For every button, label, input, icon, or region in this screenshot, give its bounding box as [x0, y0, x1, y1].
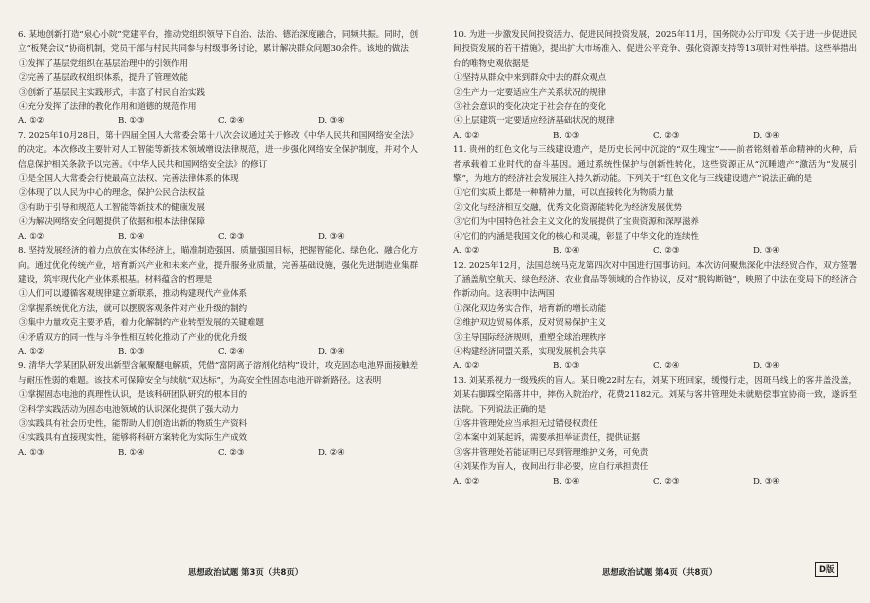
- question-8: [18, 244, 418, 359]
- answer-b: B. ①④: [118, 231, 145, 242]
- question-9: [18, 359, 418, 460]
- answer-c: C. ②③: [653, 130, 680, 141]
- question-12: [453, 259, 857, 374]
- option: ①是全国人大常委会行使最高立法权、完善法律体系的体现: [19, 174, 239, 185]
- question-stem: 9. 清华大学某团队研发出新型含氟聚醚电解质，凭借“富阴离子溶剂化结构”设计，攻克固态电池界面接触差与耐压性弱的难题。该技术可保障安全与续航“双达标”，为高安全性固态电池开辟新路径。这表明: [18, 361, 418, 386]
- option: ①掌握固态电池的真理性认识，是该科研团队研究的根本目的: [19, 390, 247, 401]
- answer-a: A. ①②: [18, 116, 45, 127]
- question-stem: 6. 某地创新打造“泉心小院”党建平台，推动党组织领导下自治、法治、德治深度融合，同频共振。同时，创立“板凳会议”协商机制，党员干部与村民共同参与村级事务讨论，累计解决群众问题30余件。该地的做法: [18, 30, 418, 55]
- answer-d: D. ②④: [318, 447, 345, 458]
- page-footer-left: 思想政治试题 第3页（共8页）: [188, 567, 304, 577]
- option: ①客井管理处应当承担无过错侵权责任: [454, 418, 598, 429]
- answer-c: C. ②④: [218, 346, 245, 357]
- answer-b: B. ①④: [553, 476, 580, 487]
- answer-d: D. ③④: [753, 130, 780, 141]
- option: ④构建经济同盟关系，实现发展机会共享: [454, 346, 606, 357]
- option: ②完善了基层政权组织体系，提升了管理效能: [19, 73, 188, 84]
- question-stem: 8. 坚持发展经济的着力点放在实体经济上，瞄准制造强国、质量强国目标，把握智能化、绿色化、融合化方向。通过优化传统产业，培育新兴产业和未来产业，提升服务业质量，完善基础设施，强化先进制造业集群建设，筑牢现代化产业体系根基。材料蕴含的哲理是: [18, 246, 418, 285]
- option: ③客井管理处若能证明已尽到管理维护义务，可免责: [454, 447, 649, 458]
- answer-a: A. ①②: [453, 130, 480, 141]
- option: ②体现了以人民为中心的理念，保护公民合法权益: [19, 188, 205, 199]
- option: ①深化双边务实合作，培育新的增长动能: [454, 303, 606, 314]
- answer-a: A. ①②: [453, 246, 480, 257]
- option: ④它们的内涵是我国文化的核心和灵魂，彰显了中华文化的连续性: [454, 231, 699, 242]
- option: ①它们实质上都是一种精神力量，可以直接转化为物质力量: [454, 188, 674, 199]
- answer-choices: [18, 446, 418, 460]
- answer-choices: [453, 475, 857, 489]
- answer-c: C. ②③: [218, 231, 245, 242]
- answer-a: A. ①②: [453, 476, 480, 487]
- option: ③创新了基层民主实践形式，丰富了村民自治实践: [19, 87, 205, 98]
- option: ④上层建筑一定要适应经济基础状况的规律: [454, 116, 615, 127]
- answer-d: D. ③④: [318, 346, 345, 357]
- answer-b: B. ①③: [553, 361, 580, 372]
- answer-d: D. ③④: [753, 476, 780, 487]
- question-stem: 11. 贵州的红色文化与三线建设遗产，是历史长河中沉淀的“双生瑰宝”——前者铭刻着革命精神的火种，后者承载着工业时代的奋斗基因。通过系统性保护与创新性转化，这些资源正从“沉睡遗产”激活为“发展引擎”，为地方的经济社会发展注入持久新动能。下列关于“红色文化与三线建设遗产”说法正确的是: [453, 145, 857, 185]
- left-column: [18, 28, 418, 460]
- answer-c: C. ②④: [653, 361, 680, 372]
- option: ①人们可以遵循客观规律建立新联系，推动构建现代产业体系: [19, 289, 247, 300]
- answer-c: C. ②④: [218, 116, 245, 127]
- option: ④实践具有直接现实性，能够将科研方案转化为实际生产成效: [19, 433, 247, 444]
- option: ③集中力量攻克主要矛盾，着力化解制约产业转型发展的关键难题: [19, 318, 264, 329]
- page-footer-right: 思想政治试题 第4页（共8页）: [602, 567, 718, 577]
- option: ②维护双边贸易体系，反对贸易保护主义: [454, 318, 606, 329]
- right-column: [453, 28, 857, 489]
- question-stem: 13. 刘某系视力一级残疾的盲人。某日晚22时左右，刘某下班回家，缓慢行走，因斑马线上的客井盖没盖，刘某右脚踩空陷落井中，摔伤入院治疗，花费21182元。刘某与客井管理处未就赔偿事宜协商一致，遂诉至法院。下列说法正确的是: [453, 375, 857, 415]
- answer-a: A. ①②: [18, 231, 45, 242]
- answer-a: A. ①③: [18, 447, 45, 458]
- answer-b: B. ①④: [553, 246, 580, 257]
- answer-choices: [453, 359, 857, 373]
- question-11: [453, 143, 857, 258]
- option: ②文化与经济相互交融，优秀文化资源能转化为经济发展优势: [454, 202, 682, 213]
- answer-c: C. ②③: [653, 246, 680, 257]
- option: ①坚持从群众中来到群众中去的群众观点: [454, 73, 606, 84]
- question-stem: 12. 2025年12月，法国总统马克龙第四次对中国进行国事访问。本次访问聚焦深化中法经贸合作，双方签署了涵盖航空航天、绿色经济、农业食品等领域的合作协议，反对“脱钩断链”，映照了中法在变局下的经济合作新动向。这表明中法两国: [453, 260, 857, 300]
- answer-choices: [453, 244, 857, 258]
- question-13: [453, 374, 857, 489]
- option: ②生产力一定要适应生产关系状况的规律: [454, 87, 606, 98]
- answer-d: D. ③④: [318, 231, 345, 242]
- option: ②本案中刘某起诉，需要承担举证责任，提供证据: [454, 433, 640, 444]
- question-10: [453, 28, 857, 143]
- answer-a: A. ①②: [18, 346, 45, 357]
- answer-b: B. ①③: [553, 130, 580, 141]
- version-badge: D版: [815, 562, 838, 577]
- option: ③主导国际经济规则，重塑全球治理秩序: [454, 332, 606, 343]
- answer-d: D. ③④: [318, 116, 345, 127]
- option: ③实践具有社会历史性，能帮助人们创造出新的物质生产资料: [19, 418, 247, 429]
- question-7: [18, 129, 418, 244]
- answer-b: B. ①③: [118, 116, 145, 127]
- option: ③社会意识的变化决定于社会存在的变化: [454, 102, 606, 113]
- answer-b: B. ①④: [118, 447, 145, 458]
- option: ④刘某作为盲人，夜间出行非必要，应自行承担责任: [454, 462, 649, 473]
- option: ④为解决网络安全问题提供了依据和根本法律保障: [19, 217, 205, 228]
- option: ①发挥了基层党组织在基层治理中的引领作用: [19, 58, 188, 69]
- answer-choices: [453, 129, 857, 143]
- answer-choices: [18, 114, 418, 128]
- option: ②掌握系统优化方法，就可以摆脱客观条件对产业升级的制约: [19, 303, 247, 314]
- question-stem: 10. 为进一步激发民间投资活力、促进民间投资发展，2025年11月，国务院办公厅印发《关于进一步促进民间投资发展的若干措施》，提出扩大市场准入、促进公平竞争、强化资源支持等13项针对性举措。这些举措出台的唯物史观依据是: [453, 30, 857, 69]
- option: ④充分发挥了法律的教化作用和道德的规范作用: [19, 102, 197, 113]
- answer-d: D. ③④: [753, 246, 780, 257]
- question-stem: 7. 2025年10月28日，第十四届全国人大常委会第十八次会议通过关于修改《中华人民共和国网络安全法》的决定。本次修改主要针对人工智能等新技术领域增设法律规范，进一步强化网络安全保护制度，并对个人信息保护相关条款予以完善。《中华人民共和国网络安全法》的修订: [18, 130, 418, 170]
- answer-c: C. ②③: [653, 476, 680, 487]
- option: ③有助于引导和规范人工智能等新技术的健康发展: [19, 202, 205, 213]
- answer-b: B. ①③: [118, 346, 145, 357]
- answer-choices: [18, 230, 418, 244]
- answer-d: D. ③④: [753, 361, 780, 372]
- question-6: [18, 28, 418, 129]
- option: ②科学实践活动为固态电池领域的认识深化提供了强大动力: [19, 404, 239, 415]
- answer-choices: [18, 345, 418, 359]
- answer-a: A. ①②: [453, 361, 480, 372]
- option: ④矛盾双方的同一性与斗争性相互转化推动了产业的优化升级: [19, 332, 247, 343]
- answer-c: C. ②③: [218, 447, 245, 458]
- option: ③它们为中国特色社会主义文化的发展提供了宝贵资源和深厚滋养: [454, 217, 699, 228]
